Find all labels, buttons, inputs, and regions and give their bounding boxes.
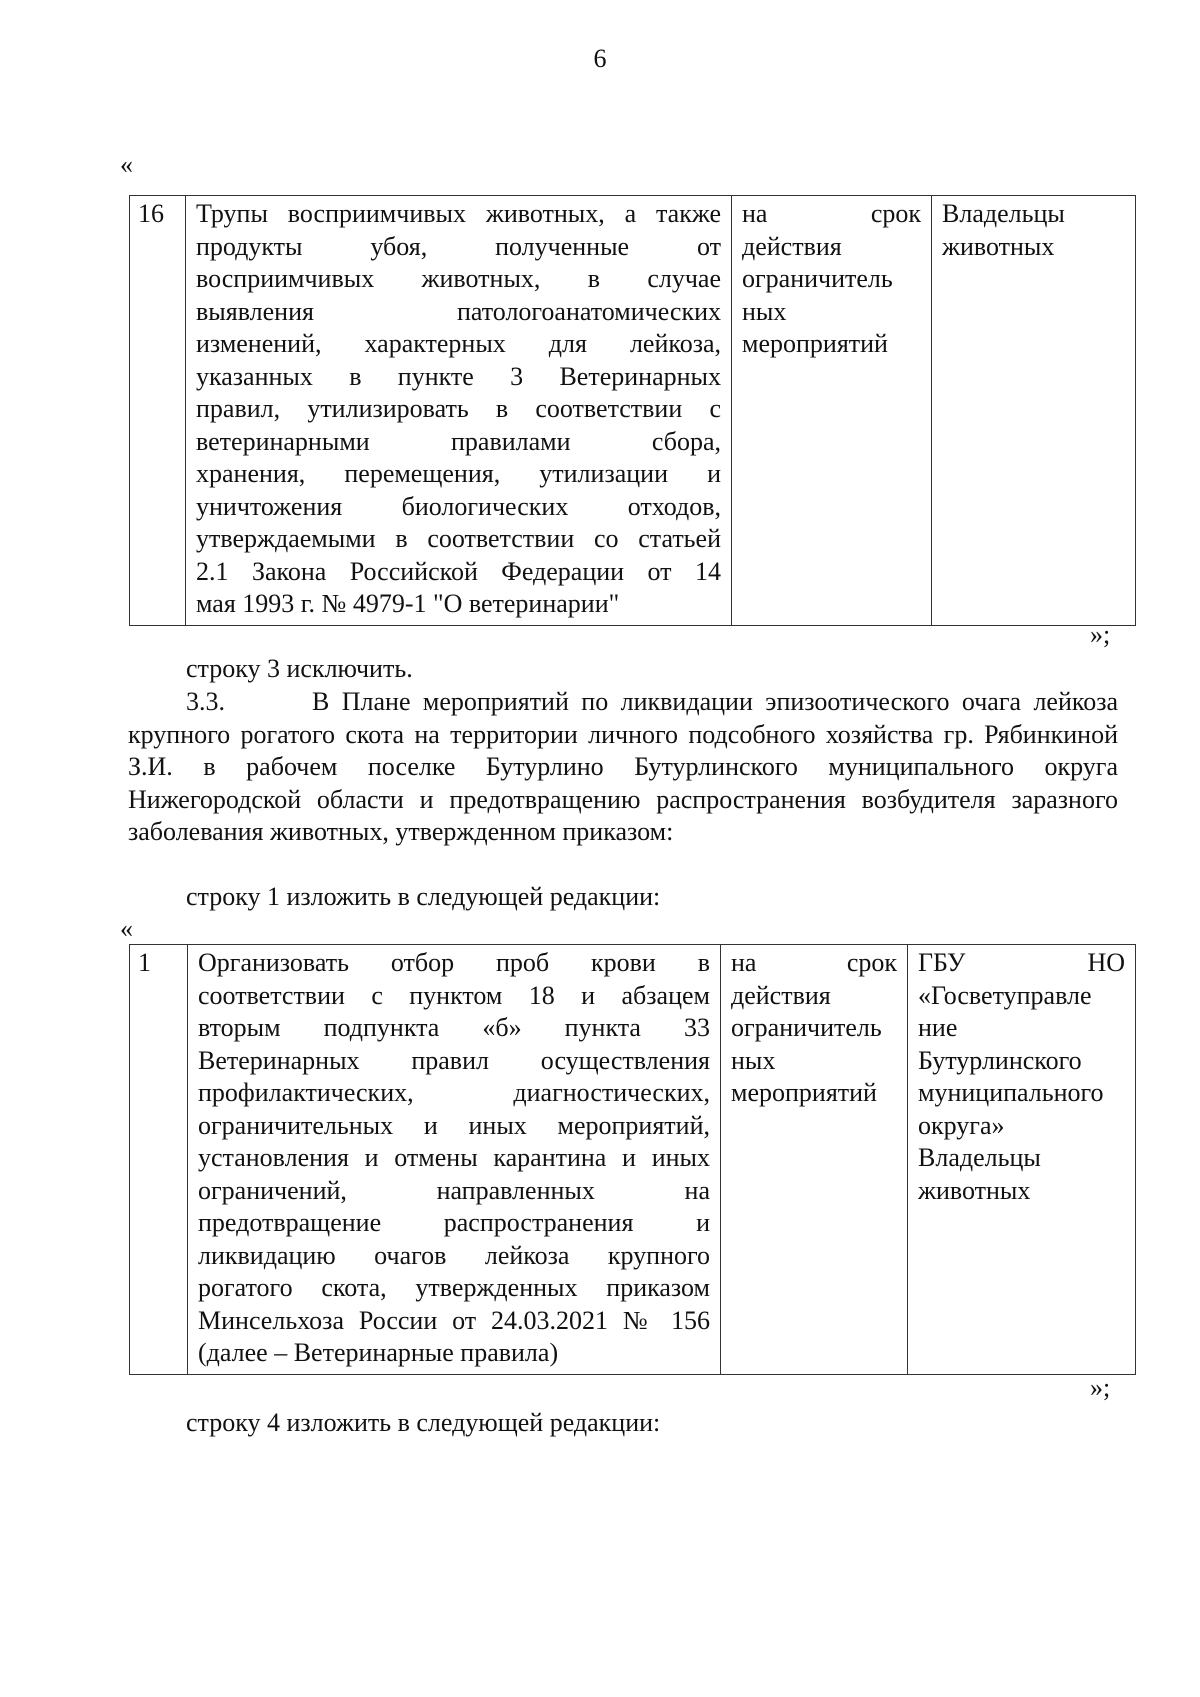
row-responsible bbox=[908, 945, 1136, 1375]
cell-line: ГБУ НО bbox=[918, 948, 1125, 977]
paragraph-exclude-row: строку 3 исключить. bbox=[186, 654, 413, 683]
cell-line: уничтожения биологических отходов, bbox=[196, 491, 721, 521]
amendment-table-1 bbox=[129, 195, 1136, 626]
cell-line: профилактических, диагностических, bbox=[198, 1078, 710, 1107]
cell-line: муниципального bbox=[918, 1078, 1104, 1107]
cell-line: изменений, характерных для лейкоза, bbox=[196, 329, 721, 358]
cell-line: ограничений, направленных на bbox=[198, 1175, 710, 1205]
cell-line: Владельцы bbox=[942, 199, 1065, 228]
cell-line: животных bbox=[918, 1175, 1031, 1205]
cell-line: (далее – Ветеринарные правила) bbox=[198, 1338, 559, 1367]
cell-line: «Госветуправле bbox=[918, 980, 1092, 1010]
cell-line: выявления патологоанатомических bbox=[196, 296, 721, 326]
row-number: 16 bbox=[130, 196, 186, 626]
close-quote: »; bbox=[1090, 620, 1111, 649]
cell-line: утверждаемыми в соответствии со статьей bbox=[196, 524, 721, 553]
cell-line: указанных в пункте 3 Ветеринарных bbox=[196, 361, 721, 391]
cell-line: ветеринарными правилами сбора, bbox=[196, 426, 721, 456]
cell-line: соответствии с пунктом 18 и абзацем bbox=[198, 980, 710, 1010]
cell-line: ограничительных и иных мероприятий, bbox=[198, 1110, 710, 1140]
cell-line: на срок bbox=[731, 948, 897, 977]
cell-line: округа» bbox=[918, 1110, 1005, 1140]
cell-line: животных bbox=[942, 231, 1055, 261]
cell-line: ных bbox=[731, 1045, 776, 1075]
cell-line: установления и отмены карантина и иных bbox=[198, 1143, 710, 1172]
cell-line: правил, утилизировать в соответствии с bbox=[196, 394, 721, 423]
row-number: 1 bbox=[130, 945, 188, 1375]
table-row bbox=[130, 196, 1136, 626]
open-quote: « bbox=[120, 914, 133, 943]
cell-line: вторым подпункта «б» пункта 33 bbox=[198, 1013, 710, 1042]
cell-line: на срок bbox=[742, 199, 921, 228]
cell-line: восприимчивых животных, в случае bbox=[196, 264, 721, 293]
cell-line: рогатого скота, утвержденных приказом bbox=[198, 1273, 710, 1302]
cell-line: ных bbox=[742, 296, 787, 326]
cell-line: мероприятий bbox=[742, 329, 888, 358]
paragraph-row-4: строку 4 изложить в следующей редакции: bbox=[186, 1408, 661, 1437]
row-term bbox=[732, 196, 932, 626]
paragraph-row-1: строку 1 изложить в следующей редакции: bbox=[186, 882, 661, 911]
cell-line: действия bbox=[742, 231, 842, 261]
row-responsible bbox=[932, 196, 1136, 626]
paragraph-3-3: 3.3. В Плане мероприятий по ликвидации эпизоотического очага лейкоза крупного рогатого скота на территории личного подсобного хозяйства гр. Рябинкиной З.И. в рабочем поселке Бутурлино Бутурлинского муниципального округа Нижегородской области и предотвращению распространения возбудителя заразного заболевания животных, утвержденном приказом: bbox=[128, 687, 1118, 846]
cell-line: Минсельхоза России от 24.03.2021 № 156 bbox=[198, 1305, 710, 1335]
cell-line: хранения, перемещения, утилизации и bbox=[196, 459, 721, 488]
row-description bbox=[186, 196, 732, 626]
cell-line: 2.1 Закона Российской Федерации от 14 bbox=[196, 556, 721, 586]
cell-line: ние bbox=[918, 1013, 958, 1042]
cell-line: мероприятий bbox=[731, 1078, 877, 1107]
page-number: 6 bbox=[593, 44, 607, 73]
cell-line: предотвращение распространения и bbox=[198, 1208, 710, 1237]
open-quote: « bbox=[120, 150, 133, 179]
cell-line: Организовать отбор проб крови в bbox=[198, 948, 710, 977]
amendment-table-2 bbox=[129, 944, 1136, 1375]
table-row bbox=[130, 945, 1136, 1375]
cell-line: ограничитель bbox=[731, 1013, 882, 1042]
cell-line: ликвидацию очагов лейкоза крупного bbox=[198, 1240, 710, 1270]
cell-line: Ветеринарных правил осуществления bbox=[198, 1045, 710, 1075]
cell-line: продукты убоя, полученные от bbox=[196, 231, 721, 261]
cell-line: Бутурлинского bbox=[918, 1045, 1082, 1075]
row-term bbox=[721, 945, 908, 1375]
close-quote: »; bbox=[1090, 1373, 1111, 1402]
cell-line: мая 1993 г. № 4979-1 "О ветеринарии" bbox=[196, 589, 620, 618]
cell-line: Трупы восприимчивых животных, а также bbox=[196, 199, 721, 228]
cell-line: действия bbox=[731, 980, 831, 1010]
cell-line: ограничитель bbox=[742, 264, 893, 293]
row-description bbox=[188, 945, 721, 1375]
cell-line: Владельцы bbox=[918, 1143, 1041, 1172]
